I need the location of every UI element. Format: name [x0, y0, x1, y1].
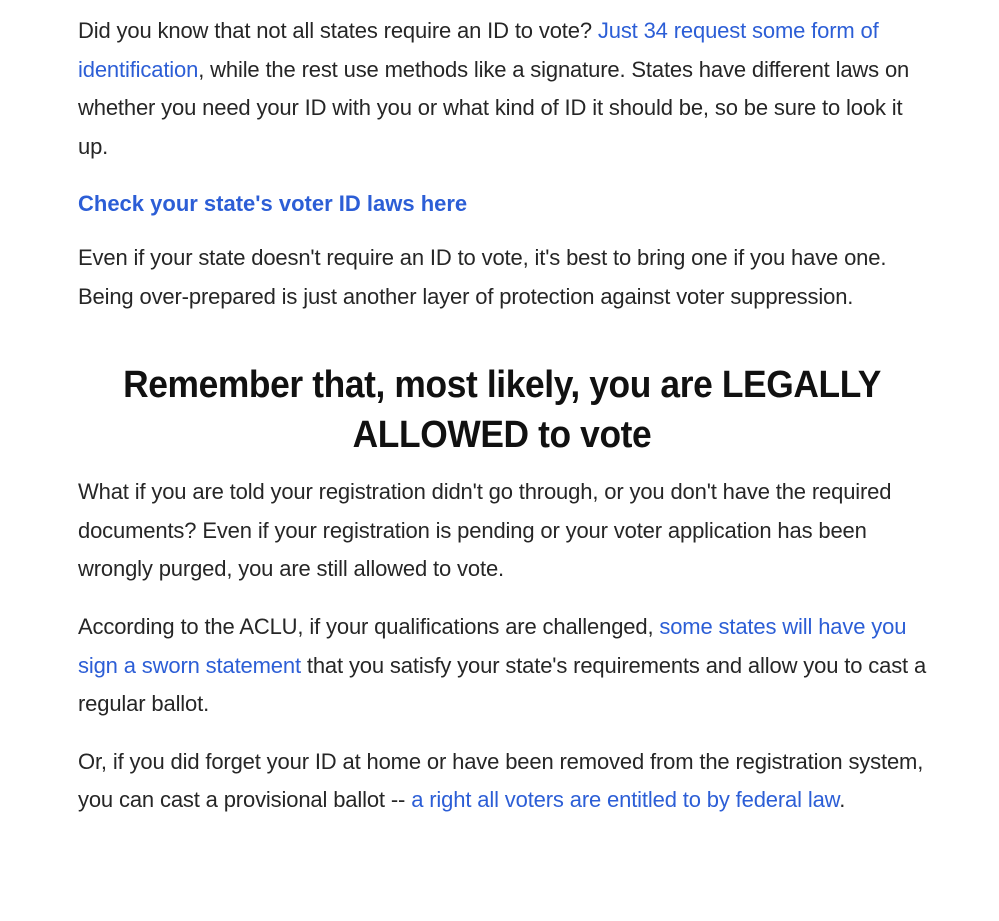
paragraph-registration-issues: What if you are told your registration didn't go through, or you don't have the required documents? Even if your registration is pending or your voter application has been wrongly purged, you are still allowed to vote. — [78, 479, 892, 582]
paragraph-text: Or, if you did forget your ID at home or have been removed from the registration system, you can cast a provisional ballot -- — [78, 748, 924, 813]
link-federal-law[interactable]: a right all voters are entitled to by federal law — [411, 787, 840, 813]
paragraph-voter-id-intro — [78, 12, 938, 166]
paragraph-text: that you satisfy your state's requirements and allow you to cast a regular ballot. — [78, 652, 927, 717]
link-34-states-id[interactable]: Just 34 request some form of identification — [78, 18, 879, 82]
link-sworn-statement[interactable]: some states will have you sign a sworn statement — [78, 613, 907, 678]
paragraph-text: . — [839, 787, 846, 813]
check-voter-id-laws-link[interactable]: Check your state's voter ID laws here — [78, 191, 468, 217]
article-body — [78, 12, 938, 839]
paragraph-text: According to the ACLU, if your qualifications are challenged, — [78, 613, 660, 639]
paragraph-text: , while the rest use methods like a signature. States have different laws on whether you need your ID with you or what kind of ID it should be, so be sure to look it up. — [78, 56, 910, 159]
section-heading-line-2: ALLOWED to vote — [352, 414, 652, 457]
paragraph-text: Did you know that not all states require an ID to vote? — [78, 18, 598, 43]
paragraph-aclu-qualifications — [78, 608, 938, 724]
section-heading — [98, 360, 905, 460]
paragraph-bring-id: Even if your state doesn't require an ID to vote, it's best to bring one if you have one. Being over-prepared is just another layer of protection against voter suppression. — [78, 244, 887, 309]
paragraph-provisional-ballot — [78, 743, 938, 820]
section-heading-line-1: Remember that, most likely, you are LEGALLY — [123, 364, 881, 407]
